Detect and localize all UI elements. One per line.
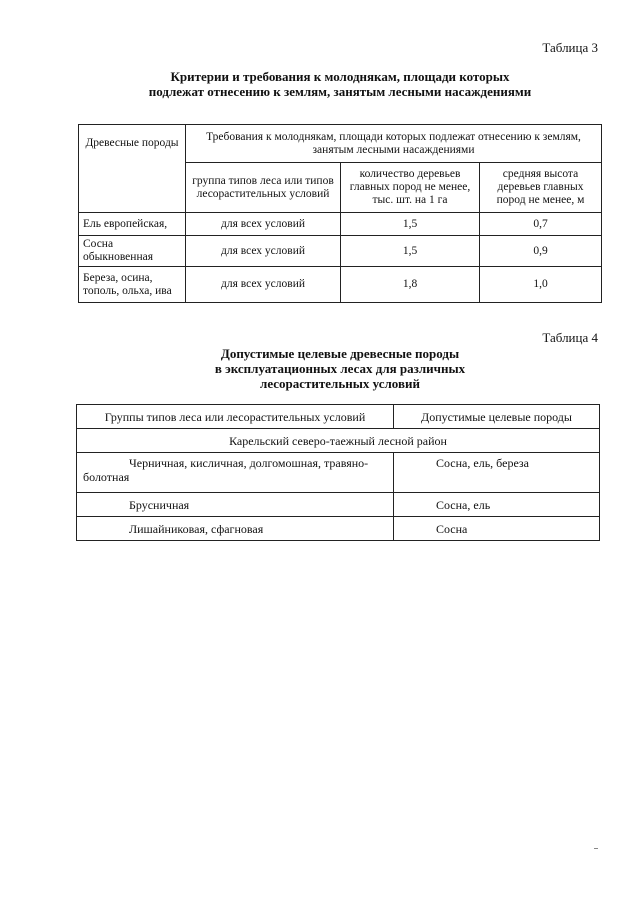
table4-cell-group: Черничная, кисличная, долгомошная, травяно-болотная [77,453,394,493]
table4-label: Таблица 4 [542,330,598,345]
table3-header-height: средняя высота деревьев главных пород не менее, м [480,163,602,213]
table4-region: Карельский северо-таежный лесной район [77,429,600,453]
table4-header-groups: Группы типов леса или лесорастительных условий [77,405,394,429]
table4-cell-species: Сосна, ель [394,493,600,517]
table3-cell-height: 0,9 [480,236,602,267]
table4-title [60,346,620,391]
table3-cell-height: 1,0 [480,267,602,303]
table-row [79,213,602,236]
table3-cell-height: 0,7 [480,213,602,236]
table-row [79,267,602,303]
table-row [79,236,602,267]
table3-cell-species: Сосна обыкновенная [79,236,186,267]
table4-region-row [77,429,600,453]
table3-header-requirements: Требования к молоднякам, площади которых подлежат отнесению к землям, занятым лесными насаждениями [186,125,602,163]
table3 [78,124,602,303]
scan-mark [594,848,598,849]
table-row [77,517,600,541]
table3-cell-quantity: 1,5 [341,213,480,236]
table4-cell-species: Сосна [394,517,600,541]
table3-cell-group: для всех условий [186,267,341,303]
table3-label: Таблица 3 [542,40,598,55]
table-row [77,453,600,493]
table3-header-row [79,125,602,163]
table4-header-row [77,405,600,429]
table4-cell-group: Лишайниковая, сфагновая [77,517,394,541]
table3-cell-quantity: 1,8 [341,267,480,303]
table3-header-quantity: количество деревьев главных пород не менее, тыс. шт. на 1 га [341,163,480,213]
table4-title-line2: в эксплуатационных лесах для различных [214,361,466,376]
table3-cell-group: для всех условий [186,236,341,267]
table4-cell-species: Сосна, ель, береза [394,453,600,493]
table3-title-line2: подлежат отнесению к землям, занятым лесными насаждениями [148,84,532,99]
table-row [77,493,600,517]
table4 [76,404,600,541]
table4-cell-group: Брусничная [77,493,394,517]
table3-cell-species: Ель европейская, [79,213,186,236]
table4-header-species: Допустимые целевые породы [394,405,600,429]
table3-cell-species: Береза, осина, тополь, ольха, ива [79,267,186,303]
table3-cell-quantity: 1,5 [341,236,480,267]
table3-cell-group: для всех условий [186,213,341,236]
table4-title-line3: лесорастительных условий [260,376,420,391]
table3-title [60,69,620,99]
table3-header-species: Древесные породы [79,125,186,213]
table3-header-group: группа типов леса или типов лесорастительных условий [186,163,341,213]
table4-title-line1: Допустимые целевые древесные породы [220,346,460,361]
table3-title-line1: Критерии и требования к молоднякам, площади которых [170,69,510,84]
